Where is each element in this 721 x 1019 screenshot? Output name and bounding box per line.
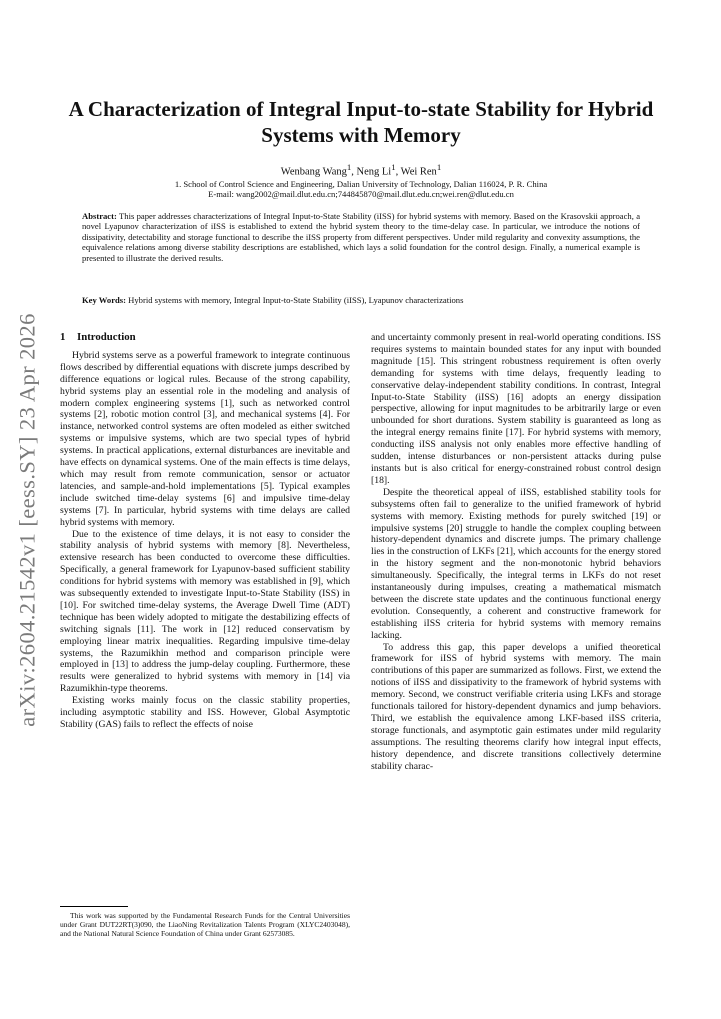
paragraph: Hybrid systems serve as a powerful framework to integrate continuous flows described by differential equations with discrete jumps described by difference equations or logical rules. Because of the strong capability, hybrid systems play an essential role in the modeling and analysis of modern complex engineering systems [1], such as networked control systems [2], robotic motion control [3], and mechanical systems [4]. For instance, networked control systems are often modeled as either switched systems or impulsive systems, which are two special types of hybrid systems. In practical applications, external disturbances are inevitable and have effects on dynamical systems. One of the main effects is time delays, which may result from remote communication, sensor or actuator latencies, and sample-and-hold implementations [5]. Typical examples include switched time-delay systems [6] and impulsive time-delay systems [7]. In particular, hybrid systems with time delays are called hybrid systems with memory. bbox=[60, 349, 350, 528]
abstract bbox=[82, 211, 640, 263]
arxiv-id-text: arXiv:2604.21542v1 [eess.SY] 23 Apr 2026 bbox=[15, 313, 40, 727]
keywords-label: Key Words: bbox=[82, 295, 127, 305]
author-list: Wenbang Wang$^1$, Neng Li$^1$, Wei Ren$^1$ bbox=[280, 162, 442, 178]
keywords-text: Hybrid systems with memory, Integral Input-to-State Stability (iISS), Lyapunov characterizations bbox=[128, 295, 464, 305]
paragraph: To address this gap, this paper develops a unified theoretical framework for iISS of hybrid systems with memory. The main contributions of this paper are summarized as follows. First, we extend the notions of iISS and dissipativity to the framework of hybrid systems with memory. Second, we construct verifiable criteria using LKFs and storage functionals tailored for history-dependent dynamics and jump behaviors. Third, we establish the equivalence among LKF-based iISS criteria, storage functionals, and asymptotic gain estimates under mild regularity assumptions. The resulting theorems clarify how integral input effects, history dependence, and discrete transitions collectively determine stability charac- bbox=[371, 641, 661, 772]
abstract-text: This paper addresses characterizations of Integral Input-to-State Stability (iISS) for hybrid systems with memory. Based on the Krasovskii approach, a novel Lyapunov characterization of iISS is established to extend the hybrid system theory to the time-delay case. In particular, we introduce the notions of dissipativity, detectability and storage functional to describe the iISS property from different perspectives. Under mild regularity and convexity assumptions, the equivalence relations among diverse stability descriptions are established, which lays a solid foundation for the control design. Finally, a numerical example is presented to illustrate the derived results. bbox=[82, 211, 641, 263]
affiliation-text: 1. School of Control Science and Engineering, Dalian University of Technology, Dalian 116024, P. R. China bbox=[174, 179, 548, 189]
paragraph: Despite the theoretical appeal of iISS, established stability tools for subsystems often fail to generalize to the unified framework of hybrid systems with memory. Existing methods for purely switched [19] or impulsive systems [20] struggle to handle the complex coupling between history-dependent dynamics and discrete jumps. The primary challenge lies in the construction of LKFs [21], which accounts for the energy stored in the history segment and the non-monotonic hybrid behaviors simultaneously. Specifically, the integral terms in LKFs do not reset instantaneously during impulses, creating a mathematical mismatch between the discrete state updates and the continuous functional energy evolution. Consequently, a coherent and constructive framework for establishing iISS criteria for hybrid systems with memory remains lacking. bbox=[371, 486, 661, 641]
affiliation-mark: 1 bbox=[391, 162, 396, 172]
affiliation-mark: 1 bbox=[346, 162, 352, 172]
email-line: E-mail: wang2002@mail.dlut.edu.cn;744845870@mail.dlut.edu.cn;wei.ren@dlut.edu.cn bbox=[208, 189, 514, 199]
paper-title: A Characterization of Integral Input-to-state Stability for Hybrid Systems with Memory bbox=[68, 97, 654, 147]
affiliation-block bbox=[60, 179, 662, 199]
author-name: Wenbang Wang bbox=[280, 166, 347, 178]
keywords bbox=[82, 295, 640, 305]
right-column bbox=[371, 332, 661, 773]
section-heading bbox=[60, 332, 350, 344]
arxiv-identifier-stamp bbox=[6, 300, 50, 740]
abstract-label: Abstract: bbox=[82, 211, 117, 221]
left-column bbox=[60, 332, 350, 731]
paragraph: and uncertainty commonly present in real-world operating conditions. ISS requires systems to maintain bounded states for any input with bounded magnitude [15]. This stringent robustness requirement is often overly demanding for systems with time delays, frequently leading to conservative delay-independent stability conditions. In contrast, Integral Input-to-State Stability (iISS) [16] adopts an energy dissipation perspective, allowing for input magnitudes to be arbitrarily large or even unbounded for short durations. System stability is guaranteed as long as the integral energy remains finite [17]. For hybrid systems with memory, conducting iISS analysis not only enables more effective handling of sudden, intense disturbances or non-persistent attacks during pulse instants but is also critical for energy-constrained robust control design [18]. bbox=[371, 332, 661, 486]
funding-footnote: This work was supported by the Fundamental Research Funds for the Central Universities under Grant DUT22RT(3)090, the LiaoNing Revitalization Talents Program (XLYC2403048), and the National Natural Science Foundation of China under Grant 62573085. bbox=[60, 911, 350, 939]
footnote-divider bbox=[60, 906, 128, 907]
author-name: Wei Ren bbox=[400, 166, 437, 178]
author-name: Neng Li bbox=[356, 166, 392, 178]
section-title: Introduction bbox=[77, 331, 136, 343]
section-number: 1 bbox=[60, 331, 66, 343]
paragraph: Due to the existence of time delays, it is not easy to consider the stability analysis of hybrid systems with memory [8]. Nevertheless, extensive research has been conducted to overcome these difficulties. Specifically, a general framework for Lyapunov-based sufficient stability conditions for hybrid systems with memory was established in [9], which was subsequently extended to investigate Input-to-State Stability (ISS) in [10]. For switched time-delay systems, the Average Dwell Time (ADT) technique has been widely adopted to mitigate the destabilizing effects of switching signals [11]. The work in [12] reduced conservatism by employing linear matrix inequalities. Regarding impulsive time-delay systems, the Razumikhin method and comparison principle were employed in [13] to address the jump-delay coupling. Furthermore, these results were generalized to hybrid systems with memory in [14] via Razumikhin-type theorems. bbox=[60, 528, 350, 695]
affiliation-mark: 1 bbox=[436, 162, 442, 172]
paragraph: Existing works mainly focus on the classic stability properties, including asymptotic stability and ISS. However, Global Asymptotic Stability (GAS) fails to reflect the effects of noise bbox=[60, 695, 350, 730]
